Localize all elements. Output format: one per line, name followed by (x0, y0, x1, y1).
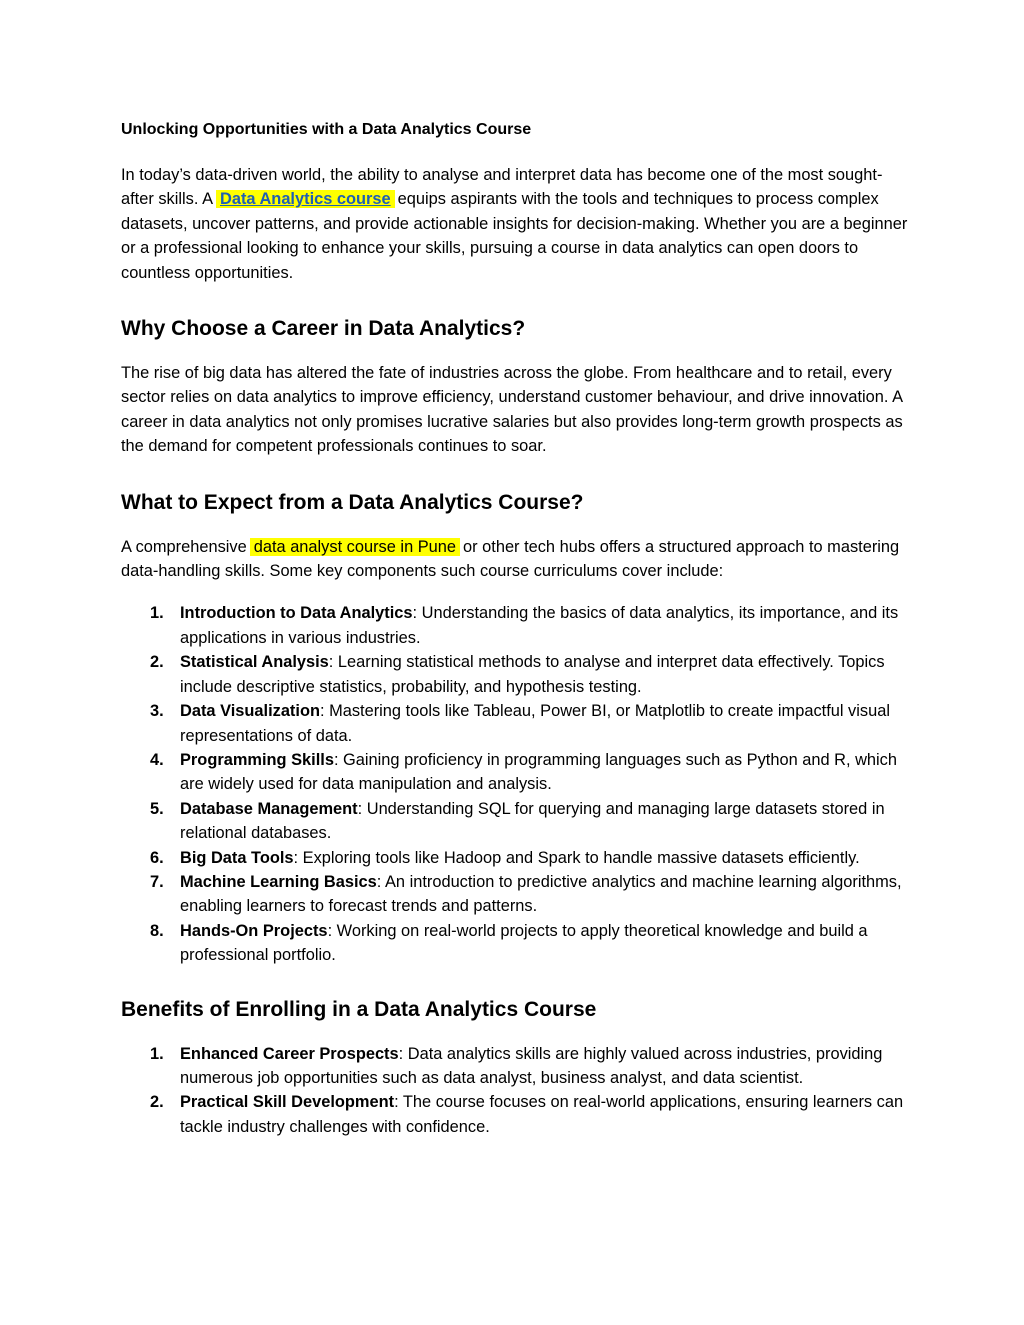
list-item-term: Introduction to Data Analytics (180, 604, 413, 623)
list-item-number: 2. (150, 653, 164, 672)
document-page (121, 118, 911, 1139)
list-item-desc: : Understanding SQL for querying and managing large datasets stored in relational databases. (180, 799, 885, 843)
list-item-desc: : The course focuses on real-world applications, ensuring learners can tackle industry challenges with confidence. (180, 1093, 904, 1136)
list-item-desc: : Mastering tools like Tableau, Power BI, or Matplotlib to create impactful visual representations of data. (180, 702, 890, 745)
expect-heading: What to Expect from a Data Analytics Course? (121, 490, 584, 514)
expect-text-after-highlight: or other tech hubs offers a structured approach to mastering data-handling skills. Some key components such course curriculums cover include: (121, 537, 900, 581)
list-item (121, 919, 911, 968)
list-item-term: Practical Skill Development (180, 1093, 395, 1112)
list-item-term: Machine Learning Basics (180, 872, 377, 891)
list-item-term: Hands-On Projects (180, 921, 328, 940)
why-paragraph: The rise of big data has altered the fate of industries across the globe. From healthcare and to retail, every sector relies on data analytics to improve efficiency, understand customer behaviour, and drive innovation. A career in data analytics not only promises lucrative salaries but also provides long-term growth prospects as the demand for competent professionals continues to soar. (121, 364, 903, 456)
list-item-number: 8. (150, 921, 164, 940)
list-item-desc: : Understanding the basics of data analytics, its importance, and its applications in various industries. (180, 604, 899, 647)
list-item (121, 748, 911, 797)
list-item-desc: : Data analytics skills are highly valued across industries, providing numerous job opportunities such as data analyst, business analyst, and data scientist. (180, 1044, 883, 1087)
list-item-term: Database Management (180, 799, 358, 818)
list-item-number: 6. (150, 848, 164, 867)
list-item-number: 1. (150, 604, 164, 623)
benefits-heading: Benefits of Enrolling in a Data Analytics Course (121, 997, 597, 1021)
list-item-term: Programming Skills (180, 750, 334, 769)
list-item-term: Statistical Analysis (180, 653, 329, 672)
list-item-term: Enhanced Career Prospects (180, 1044, 399, 1063)
benefits-list (121, 1042, 911, 1140)
list-item-number: 5. (150, 799, 164, 818)
document-title: Unlocking Opportunities with a Data Analytics Course (121, 121, 532, 138)
list-item-desc: : Exploring tools like Hadoop and Spark to handle massive datasets efficiently. (293, 848, 860, 867)
list-item-term: Data Visualization (180, 702, 320, 721)
list-item (121, 601, 911, 650)
list-item-number: 7. (150, 872, 164, 891)
list-item-term: Big Data Tools (180, 848, 294, 867)
intro-text-before-link: In today’s data-driven world, the ability to analyse and interpret data has become one of the most sought-after skills. A (121, 166, 883, 209)
list-item-number: 1. (150, 1044, 164, 1063)
list-item (121, 870, 911, 919)
list-item (121, 846, 911, 870)
list-item (121, 1090, 911, 1139)
expect-text-before-highlight: A comprehensive (121, 537, 247, 556)
why-heading: Why Choose a Career in Data Analytics? (121, 317, 526, 341)
list-item-desc: : An introduction to predictive analytics and machine learning algorithms, enabling learners to forecast trends and patterns. (180, 872, 902, 916)
intro-paragraph (121, 163, 911, 285)
list-item-number: 2. (150, 1093, 164, 1112)
list-item (121, 1042, 911, 1091)
intro-text-after-link: equips aspirants with the tools and techniques to process complex datasets, uncover patterns, and provide actionable insights for decision-making. Whether you are a beginner or a professional looking to enhance your skills, pursuing a course in data analytics can open doors to countless opportunities. (121, 190, 908, 282)
highlight-marker (216, 190, 395, 208)
list-item (121, 699, 911, 748)
data-analytics-course-link[interactable]: Data Analytics course (220, 190, 391, 209)
list-item-number: 4. (150, 750, 164, 769)
course-components-list (121, 601, 911, 967)
list-item (121, 797, 911, 846)
list-item-number: 3. (150, 702, 164, 721)
list-item (121, 650, 911, 699)
expect-paragraph (121, 535, 911, 584)
list-item-desc: : Working on real-world projects to apply theoretical knowledge and build a professional portfolio. (180, 921, 868, 965)
list-item-desc: : Gaining proficiency in programming languages such as Python and R, which are widely used for data manipulation and analysis. (180, 750, 897, 794)
pune-course-highlight: data analyst course in Pune (250, 538, 460, 556)
list-item-desc: : Learning statistical methods to analyse and interpret data effectively. Topics include descriptive statistics, probability, and hypothesis testing. (180, 653, 885, 696)
